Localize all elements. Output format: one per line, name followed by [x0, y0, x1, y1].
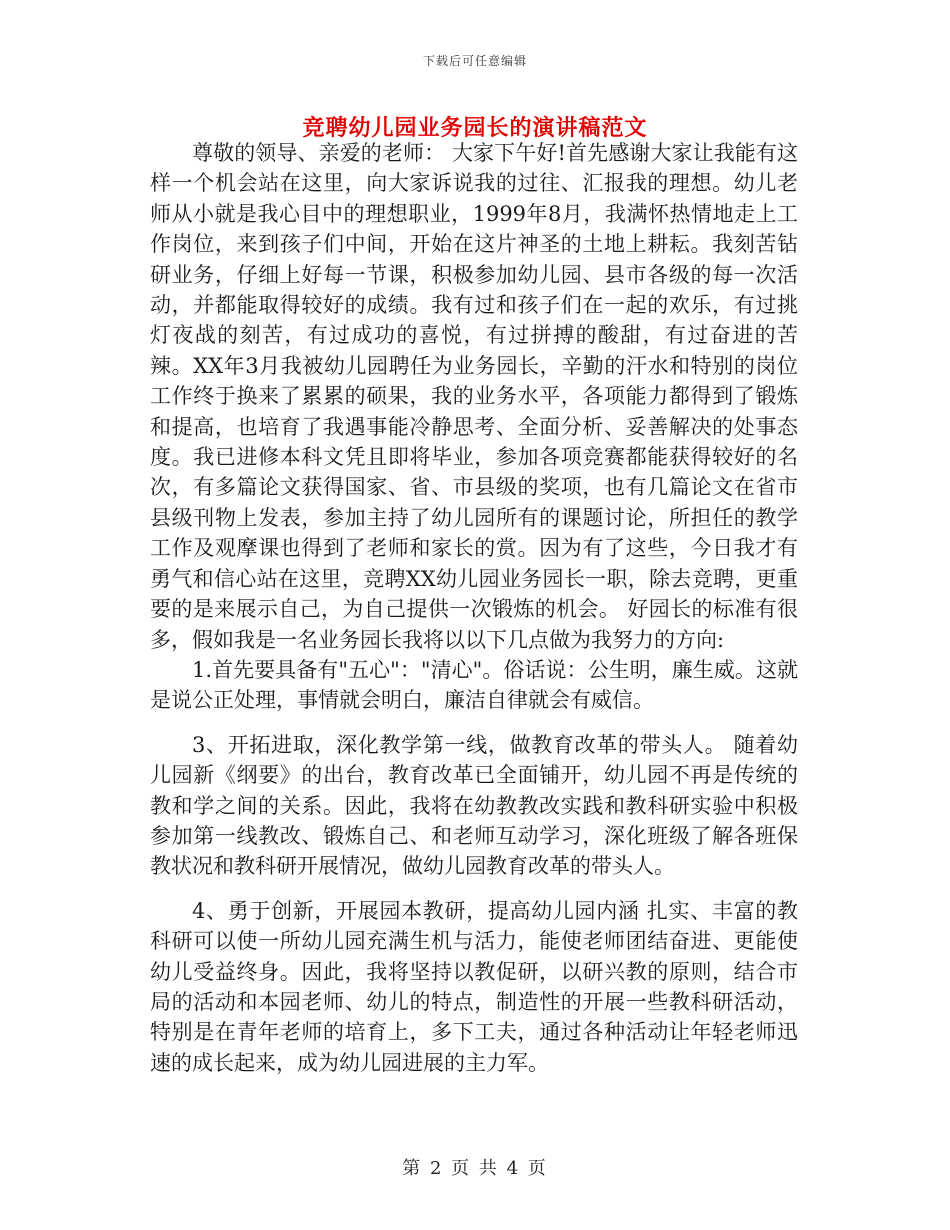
document-body	[150, 138, 798, 1078]
paragraph-point-4: 4、勇于创新，开展园本教研，提高幼儿园内涵 扎实、丰富的教科研可以使一所幼儿园充满生机与活力，能使老师团结奋进、更能使幼儿受益终身。因此，我将坚持以教促研，以研兴教的原则，结合市局的活动和本园老师、幼儿的特点，制造性的开展一些教科研活动，特别是在青年老师的培育上，多下工夫，通过各种活动让年轻老师迅速的成长起来，成为幼儿园进展的主力军。	[150, 898, 798, 1075]
page-footer-number: 第 2 页 共 4 页	[402, 1158, 548, 1179]
paragraph-intro: 尊敬的领导、亲爱的老师： 大家下午好!首先感谢大家让我能有这样一个机会站在这里，向大家诉说我的过往、汇报我的理想。幼儿老师从小就是我心目中的理想职业，1999年8月，我满怀热情地走上工作岗位，来到孩子们中间，开始在这片神圣的土地上耕耘。我刻苦钻研业务，仔细上好每一节课，积极参加幼儿园、县市各级的每一次活动，并都能取得较好的成绩。我有过和孩子们在一起的欢乐，有过挑灯夜战的刻苦，有过成功的喜悦，有过拼搏的酸甜，有过奋进的苦辣。XX年3月我被幼儿园聘任为业务园长，辛勤的汗水和特别的岗位工作终于换来了累累的硕果，我的业务水平，各项能力都得到了锻炼和提高，也培育了我遇事能冷静思考、全面分析、妥善解决的处事态度。我已进修本科文凭且即将毕业，参加各项竞赛都能获得较好的名次，有多篇论文获得国家、省、市县级的奖项，也有几篇论文在省市县级刊物上发表，参加主持了幼儿园所有的课题讨论，所担任的教学工作及观摩课也得到了老师和家长的赏。因为有了这些，今日我才有勇气和信心站在这里，竞聘XX幼儿园业务园长一职，除去竞聘，更重要的是来展示自己，为自己提供一次锻炼的机会。 好园长的标准有很多，假如我是一名业务园长我将以以下几点做为我努力的方向:	[150, 141, 798, 652]
paragraph-point-3: 3、开拓进取，深化教学第一线，做教育改革的带头人。 随着幼儿园新《纲要》的出台，教育改革已全面铺开，幼儿园不再是传统的教和学之间的关系。因此，我将在幼教教改实践和教科研实验中积极参加第一线教改、锻炼自己、和老师互动学习，深化班级了解各班保教状况和教科研开展情况，做幼儿园教育改革的带头人。	[150, 732, 798, 879]
document-title: 竞聘幼儿园业务园长的演讲稿范文	[302, 116, 648, 141]
paragraph-point-1: 1.首先要具备有"五心"："清心"。俗话说：公生明，廉生威。这就是说公正处理，事情就会明白，廉洁自律就会有威信。	[150, 657, 798, 713]
page-header-note: 下载后可任意编辑	[422, 54, 527, 68]
